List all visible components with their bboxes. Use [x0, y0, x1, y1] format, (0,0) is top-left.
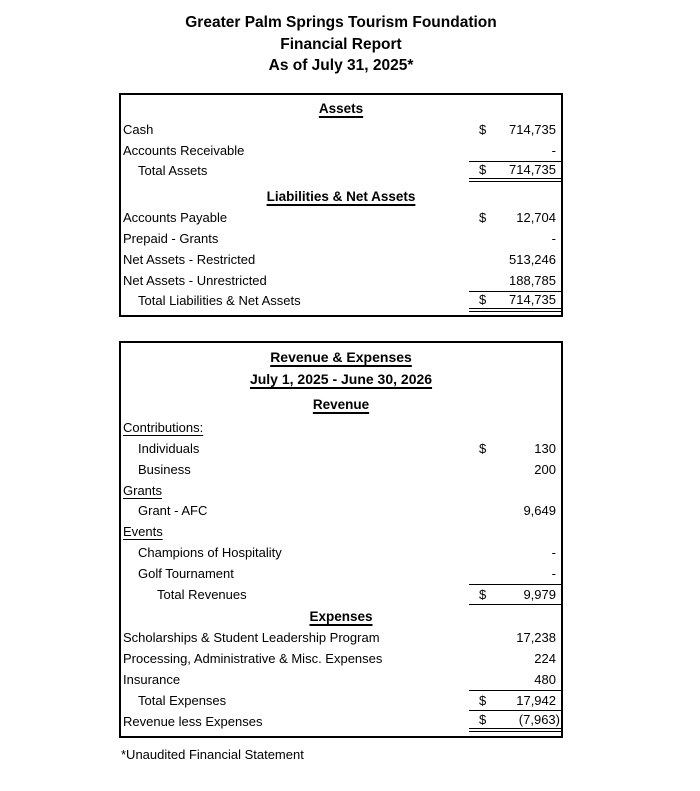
row-label: Total Expenses	[138, 692, 227, 708]
amount-value: 9,979	[523, 586, 556, 602]
revenue-expenses-box	[119, 341, 563, 738]
row-label: Grant - AFC	[138, 503, 208, 519]
row-amount	[469, 208, 561, 229]
row-total-revenues	[121, 584, 561, 605]
currency-symbol: $	[479, 441, 487, 457]
subheader-label: Events	[123, 524, 163, 540]
row-business	[121, 459, 561, 480]
amount-value: -	[551, 545, 556, 561]
row-label: Net Assets - Unrestricted	[123, 272, 267, 288]
row-amount	[469, 670, 561, 691]
currency-symbol: $	[479, 121, 487, 137]
amount-value: 188,785	[509, 272, 556, 288]
row-label: Prepaid - Grants	[123, 231, 219, 247]
row-individuals	[121, 439, 561, 460]
unaudited-footnote: *Unaudited Financial Statement	[121, 747, 304, 763]
row-label: Accounts Receivable	[123, 142, 245, 158]
amount-value: 200	[534, 461, 556, 477]
assets-header-label: Assets	[318, 100, 364, 116]
amount-value: 17,238	[516, 630, 556, 646]
amount-value: 224	[534, 651, 556, 667]
row-amount	[469, 459, 561, 480]
financial-report-page	[119, 0, 563, 763]
row-total-assets	[121, 161, 561, 182]
amount-value: 480	[534, 672, 556, 688]
currency-symbol: $	[479, 162, 487, 177]
liabilities-header-label: Liabilities & Net Assets	[266, 188, 416, 204]
row-label: Total Assets	[138, 163, 208, 179]
currency-symbol: $	[479, 291, 487, 307]
row-amount	[469, 249, 561, 270]
row-amount	[469, 291, 561, 312]
amount-value: 714,735	[509, 121, 556, 137]
row-scholarships	[121, 628, 561, 649]
revenue-section-header	[121, 394, 561, 416]
row-amount	[469, 501, 561, 522]
row-cash	[121, 120, 561, 141]
row-amount	[469, 711, 561, 732]
row-amount	[469, 543, 561, 564]
row-label: Accounts Payable	[123, 210, 228, 226]
row-label: Revenue less Expenses	[123, 713, 263, 729]
expenses-section-header	[121, 606, 561, 628]
row-amount	[469, 229, 561, 250]
report-header	[119, 12, 563, 77]
assets-section-header	[121, 98, 561, 120]
row-label: Total Liabilities & Net Assets	[138, 293, 301, 309]
row-golf-tournament	[121, 563, 561, 584]
subheader-grants	[121, 480, 561, 501]
amount-value: 513,246	[509, 251, 556, 267]
row-processing-admin-misc	[121, 649, 561, 670]
amount-value: 12,704	[516, 210, 556, 226]
balance-sheet-box	[119, 93, 563, 317]
amount-value: 130	[534, 441, 556, 457]
revenue-expenses-title	[121, 346, 561, 368]
row-revenue-less-expenses	[121, 711, 561, 732]
row-total-liabilities-net-assets	[121, 291, 561, 312]
row-label: Champions of Hospitality	[138, 545, 282, 561]
row-amount	[469, 140, 561, 161]
revenue-header-label: Revenue	[312, 396, 370, 412]
subheader-label: Grants	[123, 482, 163, 498]
row-net-assets-unrestricted	[121, 270, 561, 291]
amount-value: 714,735	[509, 162, 556, 177]
row-amount	[469, 120, 561, 141]
row-amount	[469, 270, 561, 291]
amount-value: -	[551, 142, 556, 158]
row-label: Golf Tournament	[138, 565, 234, 581]
row-amount	[469, 690, 561, 711]
row-champions-of-hospitality	[121, 543, 561, 564]
expenses-header-label: Expenses	[309, 609, 373, 625]
row-label: Insurance	[123, 672, 181, 688]
currency-symbol: $	[479, 692, 487, 708]
row-prepaid-grants	[121, 229, 561, 250]
row-amount	[469, 439, 561, 460]
currency-symbol: $	[479, 210, 487, 226]
subheader-events	[121, 522, 561, 543]
row-amount	[469, 161, 561, 182]
row-amount	[469, 584, 561, 605]
subheader-label: Contributions:	[123, 420, 204, 436]
row-net-assets-restricted	[121, 249, 561, 270]
amount-value: (7,963)	[518, 711, 560, 727]
row-amount	[469, 649, 561, 670]
row-grant-afc	[121, 501, 561, 522]
row-label: Total Revenues	[157, 586, 247, 602]
row-label: Processing, Administrative & Misc. Expenses	[123, 651, 383, 667]
amount-value: 9,649	[523, 503, 556, 519]
row-label: Business	[138, 461, 191, 477]
row-accounts-receivable	[121, 140, 561, 161]
row-amount	[469, 563, 561, 584]
fiscal-period-label: July 1, 2025 - June 30, 2026	[249, 370, 433, 387]
fiscal-period	[121, 368, 561, 390]
row-label: Scholarships & Student Leadership Program	[123, 630, 380, 646]
subheader-contributions	[121, 418, 561, 439]
amount-value: 714,735	[509, 291, 556, 307]
revenue-expenses-title-label: Revenue & Expenses	[270, 348, 412, 365]
amount-value: -	[551, 231, 556, 247]
report-title: Financial Report	[280, 35, 402, 53]
row-total-expenses	[121, 690, 561, 711]
row-label: Net Assets - Restricted	[123, 251, 256, 267]
currency-symbol: $	[479, 586, 487, 602]
amount-value: -	[551, 565, 556, 581]
org-name: Greater Palm Springs Tourism Foundation	[185, 14, 497, 31]
currency-symbol: $	[479, 711, 487, 727]
row-accounts-payable	[121, 208, 561, 229]
report-date: As of July 31, 2025*	[268, 57, 414, 74]
row-amount	[469, 628, 561, 649]
row-label: Cash	[123, 121, 154, 137]
row-insurance	[121, 670, 561, 691]
amount-value: 17,942	[516, 692, 556, 708]
row-label: Individuals	[138, 441, 200, 457]
liabilities-section-header	[121, 186, 561, 208]
